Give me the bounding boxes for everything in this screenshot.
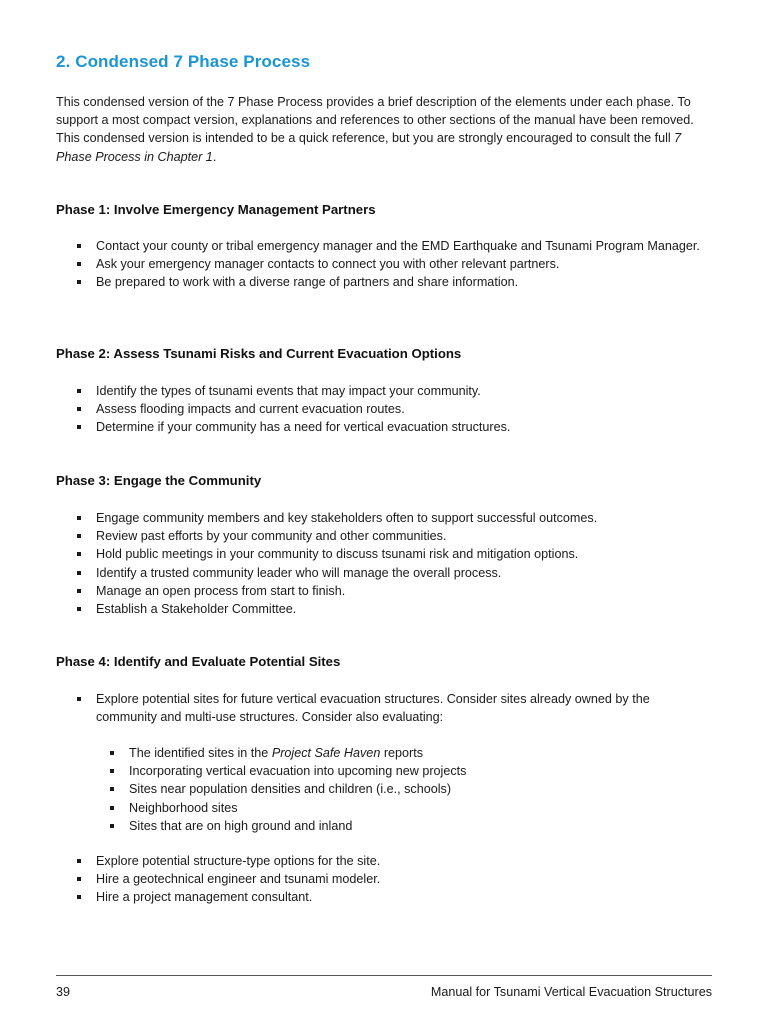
- phase-2-heading: Phase 2: Assess Tsunami Risks and Current Evacuation Options: [56, 346, 462, 361]
- bullet-icon: [77, 571, 81, 575]
- list-item: Sites near population densities and children (i.e., schools): [56, 780, 712, 798]
- list-item: Sites that are on high ground and inland: [56, 817, 712, 835]
- list-item: Establish a Stakeholder Committee.: [56, 600, 712, 618]
- list-item: Explore potential structure-type options for the site.: [56, 852, 712, 870]
- list-item: Review past efforts by your community and other communities.: [56, 527, 712, 545]
- bullet-icon: [77, 407, 81, 411]
- bullet-icon: [110, 806, 114, 810]
- list-item: Identify the types of tsunami events that may impact your community.: [56, 382, 712, 400]
- list-item: Manage an open process from start to finish.: [56, 582, 712, 600]
- bullet-icon: [77, 859, 81, 863]
- list-item: Incorporating vertical evacuation into upcoming new projects: [56, 762, 712, 780]
- list-item: Hold public meetings in your community to discuss tsunami risk and mitigation options.: [56, 545, 712, 563]
- section-title: 2. Condensed 7 Phase Process: [56, 52, 311, 71]
- bullet-icon: [77, 280, 81, 284]
- footer-document-title: Manual for Tsunami Vertical Evacuation Structures: [430, 985, 712, 999]
- bullet-icon: [77, 552, 81, 556]
- bullet-icon: [110, 824, 114, 828]
- bullet-icon: [77, 534, 81, 538]
- bullet-icon: [77, 425, 81, 429]
- list-item: Be prepared to work with a diverse range of partners and share information.: [56, 273, 712, 291]
- page-number: 39: [56, 985, 71, 999]
- list-item: The identified sites in the Project Safe Haven reports: [56, 744, 712, 762]
- bullet-icon: [110, 787, 114, 791]
- bullet-icon: [77, 262, 81, 266]
- intro-paragraph: This condensed version of the 7 Phase Process provides a brief description of the elements under each phase. To support a most compact version, explanations and references to other sections of the manual have been removed. This condensed version is intended to be a quick reference, but you are strongly encouraged to consult the full 7 Phase Process in Chapter 1.: [56, 95, 694, 164]
- list-item: Hire a geotechnical engineer and tsunami modeler.: [56, 870, 712, 888]
- bullet-icon: [77, 877, 81, 881]
- phase-2-list: [56, 382, 712, 437]
- list-item: Contact your county or tribal emergency manager and the EMD Earthquake and Tsunami Program Manager.: [56, 237, 712, 255]
- bullet-icon: [77, 389, 81, 393]
- phase-4-lead-list: [56, 690, 712, 726]
- list-item: Assess flooding impacts and current evacuation routes.: [56, 400, 712, 418]
- list-item: Ask your emergency manager contacts to connect you with other relevant partners.: [56, 255, 712, 273]
- phase-4-list: [56, 852, 712, 907]
- bullet-icon: [77, 895, 81, 899]
- phase-4-sub-list: [56, 744, 712, 835]
- bullet-icon: [77, 516, 81, 520]
- bullet-icon: [110, 769, 114, 773]
- phase-1-list: [56, 237, 712, 292]
- bullet-icon: [77, 697, 81, 701]
- list-item: Determine if your community has a need for vertical evacuation structures.: [56, 418, 712, 436]
- list-item: Neighborhood sites: [56, 799, 712, 817]
- bullet-icon: [77, 607, 81, 611]
- list-item: Hire a project management consultant.: [56, 888, 712, 906]
- bullet-icon: [77, 589, 81, 593]
- phase-3-list: [56, 509, 712, 618]
- phase-4-heading: Phase 4: Identify and Evaluate Potential Sites: [56, 654, 341, 669]
- list-item: Explore potential sites for future vertical evacuation structures. Consider sites already owned by the community and multi-use structures. Consider also evaluating:: [56, 690, 712, 726]
- intro-reference: 7 Phase Process in Chapter 1: [56, 131, 682, 164]
- footer-divider: [56, 975, 712, 976]
- bullet-icon: [110, 751, 114, 755]
- phase-1-heading: Phase 1: Involve Emergency Management Partners: [56, 202, 376, 217]
- list-item: Identify a trusted community leader who will manage the overall process.: [56, 564, 712, 582]
- bullet-icon: [77, 244, 81, 248]
- phase-3-heading: Phase 3: Engage the Community: [56, 473, 262, 488]
- list-item: Engage community members and key stakeholders often to support successful outcomes.: [56, 509, 712, 527]
